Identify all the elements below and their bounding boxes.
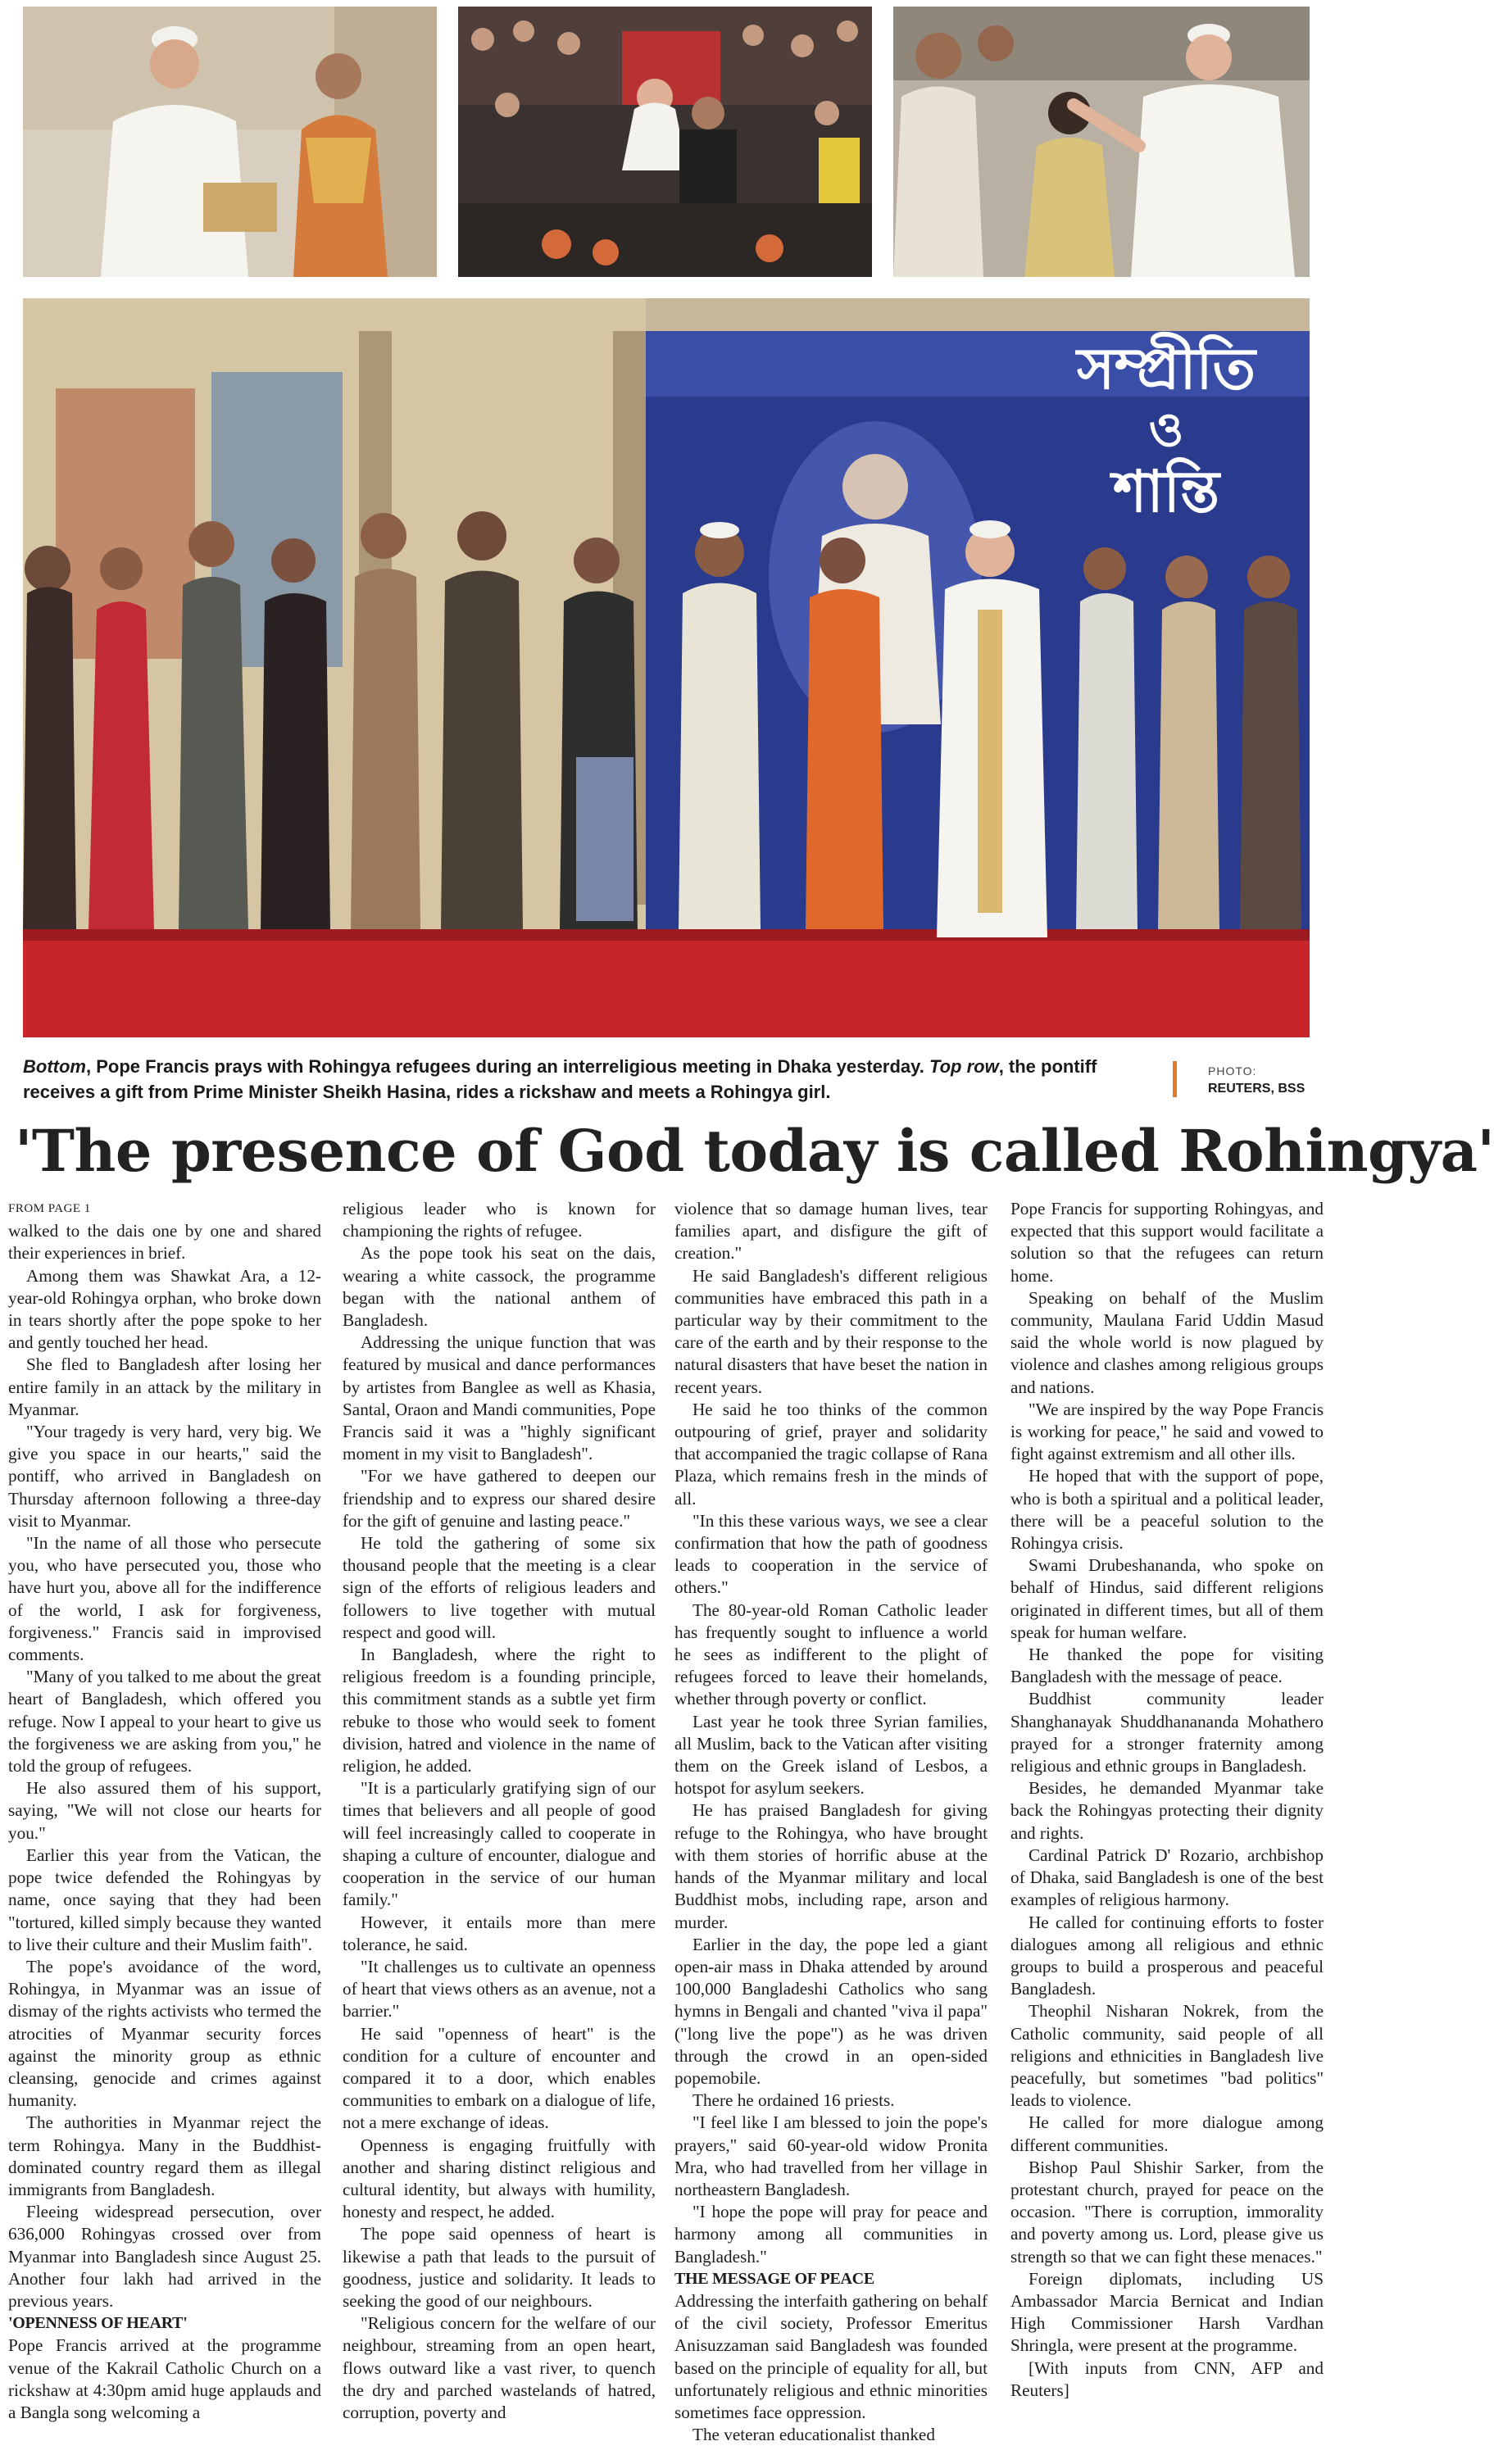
article-column-4 xyxy=(1010,1198,1324,2460)
paragraph: In Bangladesh, where the right to religious freedom is a founding principle, this commitment stands as a subtle yet firm rebuke to those who would seek to foment division, hatred and violence in the name of religion, he added. xyxy=(343,1645,656,1777)
paragraph: Pope Francis arrived at the programme venue of the Kakrail Catholic Church on a rickshaw at 4:30pm amid huge applauds and a Bangla song welcoming a xyxy=(8,2335,321,2422)
caption-lead-top-row: Top row xyxy=(929,1056,999,1077)
paragraph: "Religious concern for the welfare of our neighbour, streaming from an open heart, flows outward like a vast river, to quench the dry and parched wastelands of hatred, corruption, poverty and xyxy=(343,2313,656,2422)
sources-note: [With inputs from CNN, AFP and Reuters] xyxy=(1010,2357,1324,2400)
paragraph: He also assured them of his support, saying, "We will not close our hearts for you." xyxy=(8,1778,321,1843)
paragraph: He said "openness of heart" is the condition for a culture of encounter and compared it to a door, which enables communities to embark on a dialogue of life, not a mere exchange of ideas. xyxy=(343,2023,656,2133)
paragraph: "In this these various ways, we see a clear confirmation that how the path of goodness leads to cooperation in the service of others." xyxy=(674,1510,988,1598)
photo-pope-rohingya-girl-image xyxy=(893,7,1310,277)
paragraph: "In the name of all those who persecute you, who have persecuted you, those who have hurt you, above all for the indifference of the world, I ask for forgiveness, forgiveness." Francis said in improvised comments. xyxy=(8,1533,321,1665)
paragraph: There he ordained 16 priests. xyxy=(693,2090,895,2111)
paragraph: He thanked the pope for visiting Bangladesh with the message of peace. xyxy=(1010,1645,1324,1687)
article-column-3 xyxy=(674,1198,988,2460)
paragraph: "It challenges us to cultivate an openness of heart that views others as an avenue, not a barrier." xyxy=(343,1956,656,2022)
paragraph: Theophil Nisharan Nokrek, from the Catholic community, said people of all religions and ethnicities in Bangladesh live peacefully, but sometimes "bad politics" leads to violence. xyxy=(1010,2001,1324,2111)
paragraph: Earlier this year from the Vatican, the pope twice defended the Rohingyas by name, once saying that they had been "tortured, killed simply because they wanted to live their culture and their Muslim faith". xyxy=(8,1845,321,1954)
paragraph: However, it entails more than mere tolerance, he said. xyxy=(343,1912,656,1954)
photo-credit-source: REUTERS, BSS xyxy=(1208,1082,1306,1096)
paragraph: Addressing the unique function that was featured by musical and dance performances by artistes from Banglee as well as Khasia, Santal, Oraon and Mandi communities, Pope Francis said it was a "highly significant moment in my visit to Bangladesh". xyxy=(343,1332,656,1464)
paragraph: He said he too thinks of the common outpouring of grief, prayer and solidarity that accompanied the tragic collapse of Rana Plaza, which remains fresh in the minds of all. xyxy=(674,1399,988,1509)
paragraph: Speaking on behalf of the Muslim community, Maulana Farid Uddin Masud said the whole world is now plagued by violence and clashes among religious groups and nations. xyxy=(1010,1287,1324,1397)
photo-interreligious-prayer-image xyxy=(23,298,1310,1037)
article-headline: 'The presence of God today is called Rohingya' xyxy=(15,1117,1494,1185)
paragraph: "For we have gathered to deepen our friendship and to express our shared desire for the gift of genuine and lasting peace." xyxy=(343,1466,656,1531)
paragraph: He called for more dialogue among different communities. xyxy=(1010,2112,1324,2155)
banner-script-line2: ও xyxy=(1148,402,1184,457)
paragraph: Addressing the interfaith gathering on behalf of the civil society, Professor Emeritus Anisuzzaman said Bangladesh was founded based on the principle of equality for all, but unfortunately religious and ethnic minorities sometimes face oppression. xyxy=(674,2290,988,2422)
paragraph: He called for continuing efforts to foster dialogues among all religious and ethnic groups to build a prosperous and peaceful Bangladesh. xyxy=(1010,1912,1324,1999)
paragraph: The 80-year-old Roman Catholic leader has frequently sought to influence a world he sees as indifferent to the plight of refugees forced to leave their homelands, whether through poverty or conflict. xyxy=(674,1600,988,1709)
paragraph: "We are inspired by the way Pope Francis is working for peace," he said and vowed to fight against extremism and all other ills. xyxy=(1010,1399,1324,1464)
paragraph: Cardinal Patrick D' Rozario, archbishop of Dhaka, said Bangladesh is one of the best examples of religious harmony. xyxy=(1010,1845,1324,1910)
paragraph: violence that so damage human lives, tear families apart, and disfigure the gift of creation." xyxy=(674,1199,988,1264)
paragraph: walked to the dais one by one and shared their experiences in brief. xyxy=(8,1221,321,1264)
paragraph: "I hope the pope will pray for peace and harmony among all communities in Bangladesh." xyxy=(674,2202,988,2267)
paragraph: Besides, he demanded Myanmar take back the Rohingyas protecting their dignity and rights. xyxy=(1010,1778,1324,1843)
photo-pope-gift-hasina-image xyxy=(23,7,437,277)
subhead-message-of-peace: THE MESSAGE OF PEACE xyxy=(674,2269,874,2288)
paragraph: As the pope took his seat on the dais, wearing a white cassock, the programme began with the national anthem of Bangladesh. xyxy=(343,1243,656,1331)
paragraph: She fled to Bangladesh after losing her entire family in an attack by the military in Myanmar. xyxy=(8,1355,321,1419)
photo-pope-rickshaw xyxy=(458,7,872,277)
article-column-2 xyxy=(343,1198,656,2460)
paragraph: "It is a particularly gratifying sign of our times that believers and all people of good will feel increasingly called to cooperate in shaping a culture of encounter, dialogue and cooperation in the service of our human family." xyxy=(343,1778,656,1910)
paragraph: Bishop Paul Shishir Sarker, from the protestant church, prayed for peace on the occasion. "There is corruption, immorality and poverty among us. Lord, please give us strength so that we can fight these menaces." xyxy=(1010,2157,1324,2267)
paragraph: "Many of you talked to me about the great heart of Bangladesh, which offered you refuge. Now I appeal to your heart to give us the forgiveness we are asking from you," he told the group of refugees. xyxy=(8,1667,321,1777)
caption-part1: , Pope Francis prays with Rohingya refugees during an interreligious meeting in Dhaka yesterday. xyxy=(85,1056,929,1077)
paragraph: The pope's avoidance of the word, Rohingya, in Myanmar was an issue of dismay of the rights activists who termed the atrocities of Myanmar security forces against the minority group as ethnic cleansing, genocide and crimes against humanity. xyxy=(8,1956,321,2111)
paragraph: "I feel like I am blessed to join the pope's prayers," said 60-year-old widow Pronita Mra, who had travelled from her village in northeastern Bangladesh. xyxy=(674,2112,988,2199)
paragraph: Openness is engaging fruitfully with another and sharing distinct religious and cultural identity, but always with humility, honesty and respect, he added. xyxy=(343,2135,656,2222)
photo-pope-rickshaw-image xyxy=(458,7,872,277)
photo-caption xyxy=(23,1054,1146,1105)
paragraph: Fleeing widespread persecution, over 636,000 Rohingyas crossed over from Myanmar into Bangladesh since August 25. Another four lakh had arrived in the previous years. xyxy=(8,2202,321,2311)
caption-part2: , the pontiff receives a gift from Prime Minister Sheikh Hasina, rides a rickshaw and meets a Rohingya girl. xyxy=(23,1056,1097,1102)
photo-credit-label: PHOTO: xyxy=(1208,1064,1257,1078)
photo-interreligious-prayer xyxy=(23,298,1310,1037)
paragraph: The veteran educationalist thanked xyxy=(693,2425,935,2445)
jump-line: FROM PAGE 1 xyxy=(8,1202,91,1215)
caption-lead-bottom: Bottom xyxy=(23,1056,86,1077)
paragraph: Buddhist community leader Shanghanayak Shuddhanananda Mohathero prayed for a stronger fraternity among religious and ethnic groups in Bangladesh. xyxy=(1010,1689,1324,1777)
banner-script-line3: শান্তি xyxy=(1113,458,1219,525)
paragraph: Among them was Shawkat Ara, a 12-year-old Rohingya orphan, who broke down in tears shortly after the pope spoke to her and gently touched her head. xyxy=(8,1265,321,1353)
paragraph: The pope said openness of heart is likewise a path that leads to the pursuit of goodness, justice and solidarity. It leads to seeking the good of our neighbours. xyxy=(343,2224,656,2311)
paragraph: Swami Drubeshananda, who spoke on behalf of Hindus, said different religions originated in different times, but all of them speak for human welfare. xyxy=(1010,1555,1324,1642)
photo-pope-gift-hasina xyxy=(23,7,437,277)
banner-script-line1: সম্প্রীতি xyxy=(1076,335,1256,402)
article-column-1 xyxy=(8,1198,321,2460)
paragraph: He has praised Bangladesh for giving refuge to the Rohingya, who have brought with them stories of horrific abuse at the hands of the Myanmar military and local Buddhist mobs, including rape, arson and murder. xyxy=(674,1800,988,1932)
paragraph: He hoped that with the support of pope, who is both a spiritual and a political leader, there will be a peaceful solution to the Rohingya crisis. xyxy=(1010,1466,1324,1554)
paragraph: He said Bangladesh's different religious communities have embraced this path in a particular way by their commitment to the care of the earth and by their response to the natural disasters that have beset the nation in recent years. xyxy=(674,1265,988,1397)
paragraph: The authorities in Myanmar reject the term Rohingya. Many in the Buddhist-dominated country regard them as illegal immigrants from Bangladesh. xyxy=(8,2112,321,2199)
paragraph: "Your tragedy is very hard, very big. We give you space in our hearts," said the pontiff, who arrived in Bangladesh on Thursday afternoon following a three-day visit to Myanmar. xyxy=(8,1422,321,1531)
subhead-openness-of-heart: 'OPENNESS OF HEART' xyxy=(8,2314,188,2333)
photo-credit xyxy=(1208,1062,1323,1098)
paragraph: Pope Francis for supporting Rohingyas, and expected that this support would facilitate a solution so that the refugees can return home. xyxy=(1010,1199,1324,1286)
paragraph: Foreign diplomats, including US Ambassador Marcia Bernicat and Indian High Commissioner Harsh Vardhan Shringla, were present at the programme. xyxy=(1010,2268,1324,2356)
photo-credit-accent-bar xyxy=(1173,1061,1177,1097)
paragraph: religious leader who is known for championing the rights of refugee. xyxy=(343,1199,656,1241)
photo-pope-rohingya-girl xyxy=(893,7,1310,277)
paragraph: Earlier in the day, the pope led a giant open-air mass in Dhaka attended by around 100,000 Bangladeshi Catholics who sang hymns in Bengali and chanted "viva il papa" ("long live the pope") as he was driven through the crowd in an open-sided popemobile. xyxy=(674,1934,988,2088)
paragraph: Last year he took three Syrian families, all Muslim, back to the Vatican after visiting them on the Greek island of Lesbos, a hotspot for asylum seekers. xyxy=(674,1711,988,1799)
paragraph: He told the gathering of some six thousand people that the meeting is a clear sign of the efforts of religious leaders and followers to live together with mutual respect and good will. xyxy=(343,1533,656,1642)
